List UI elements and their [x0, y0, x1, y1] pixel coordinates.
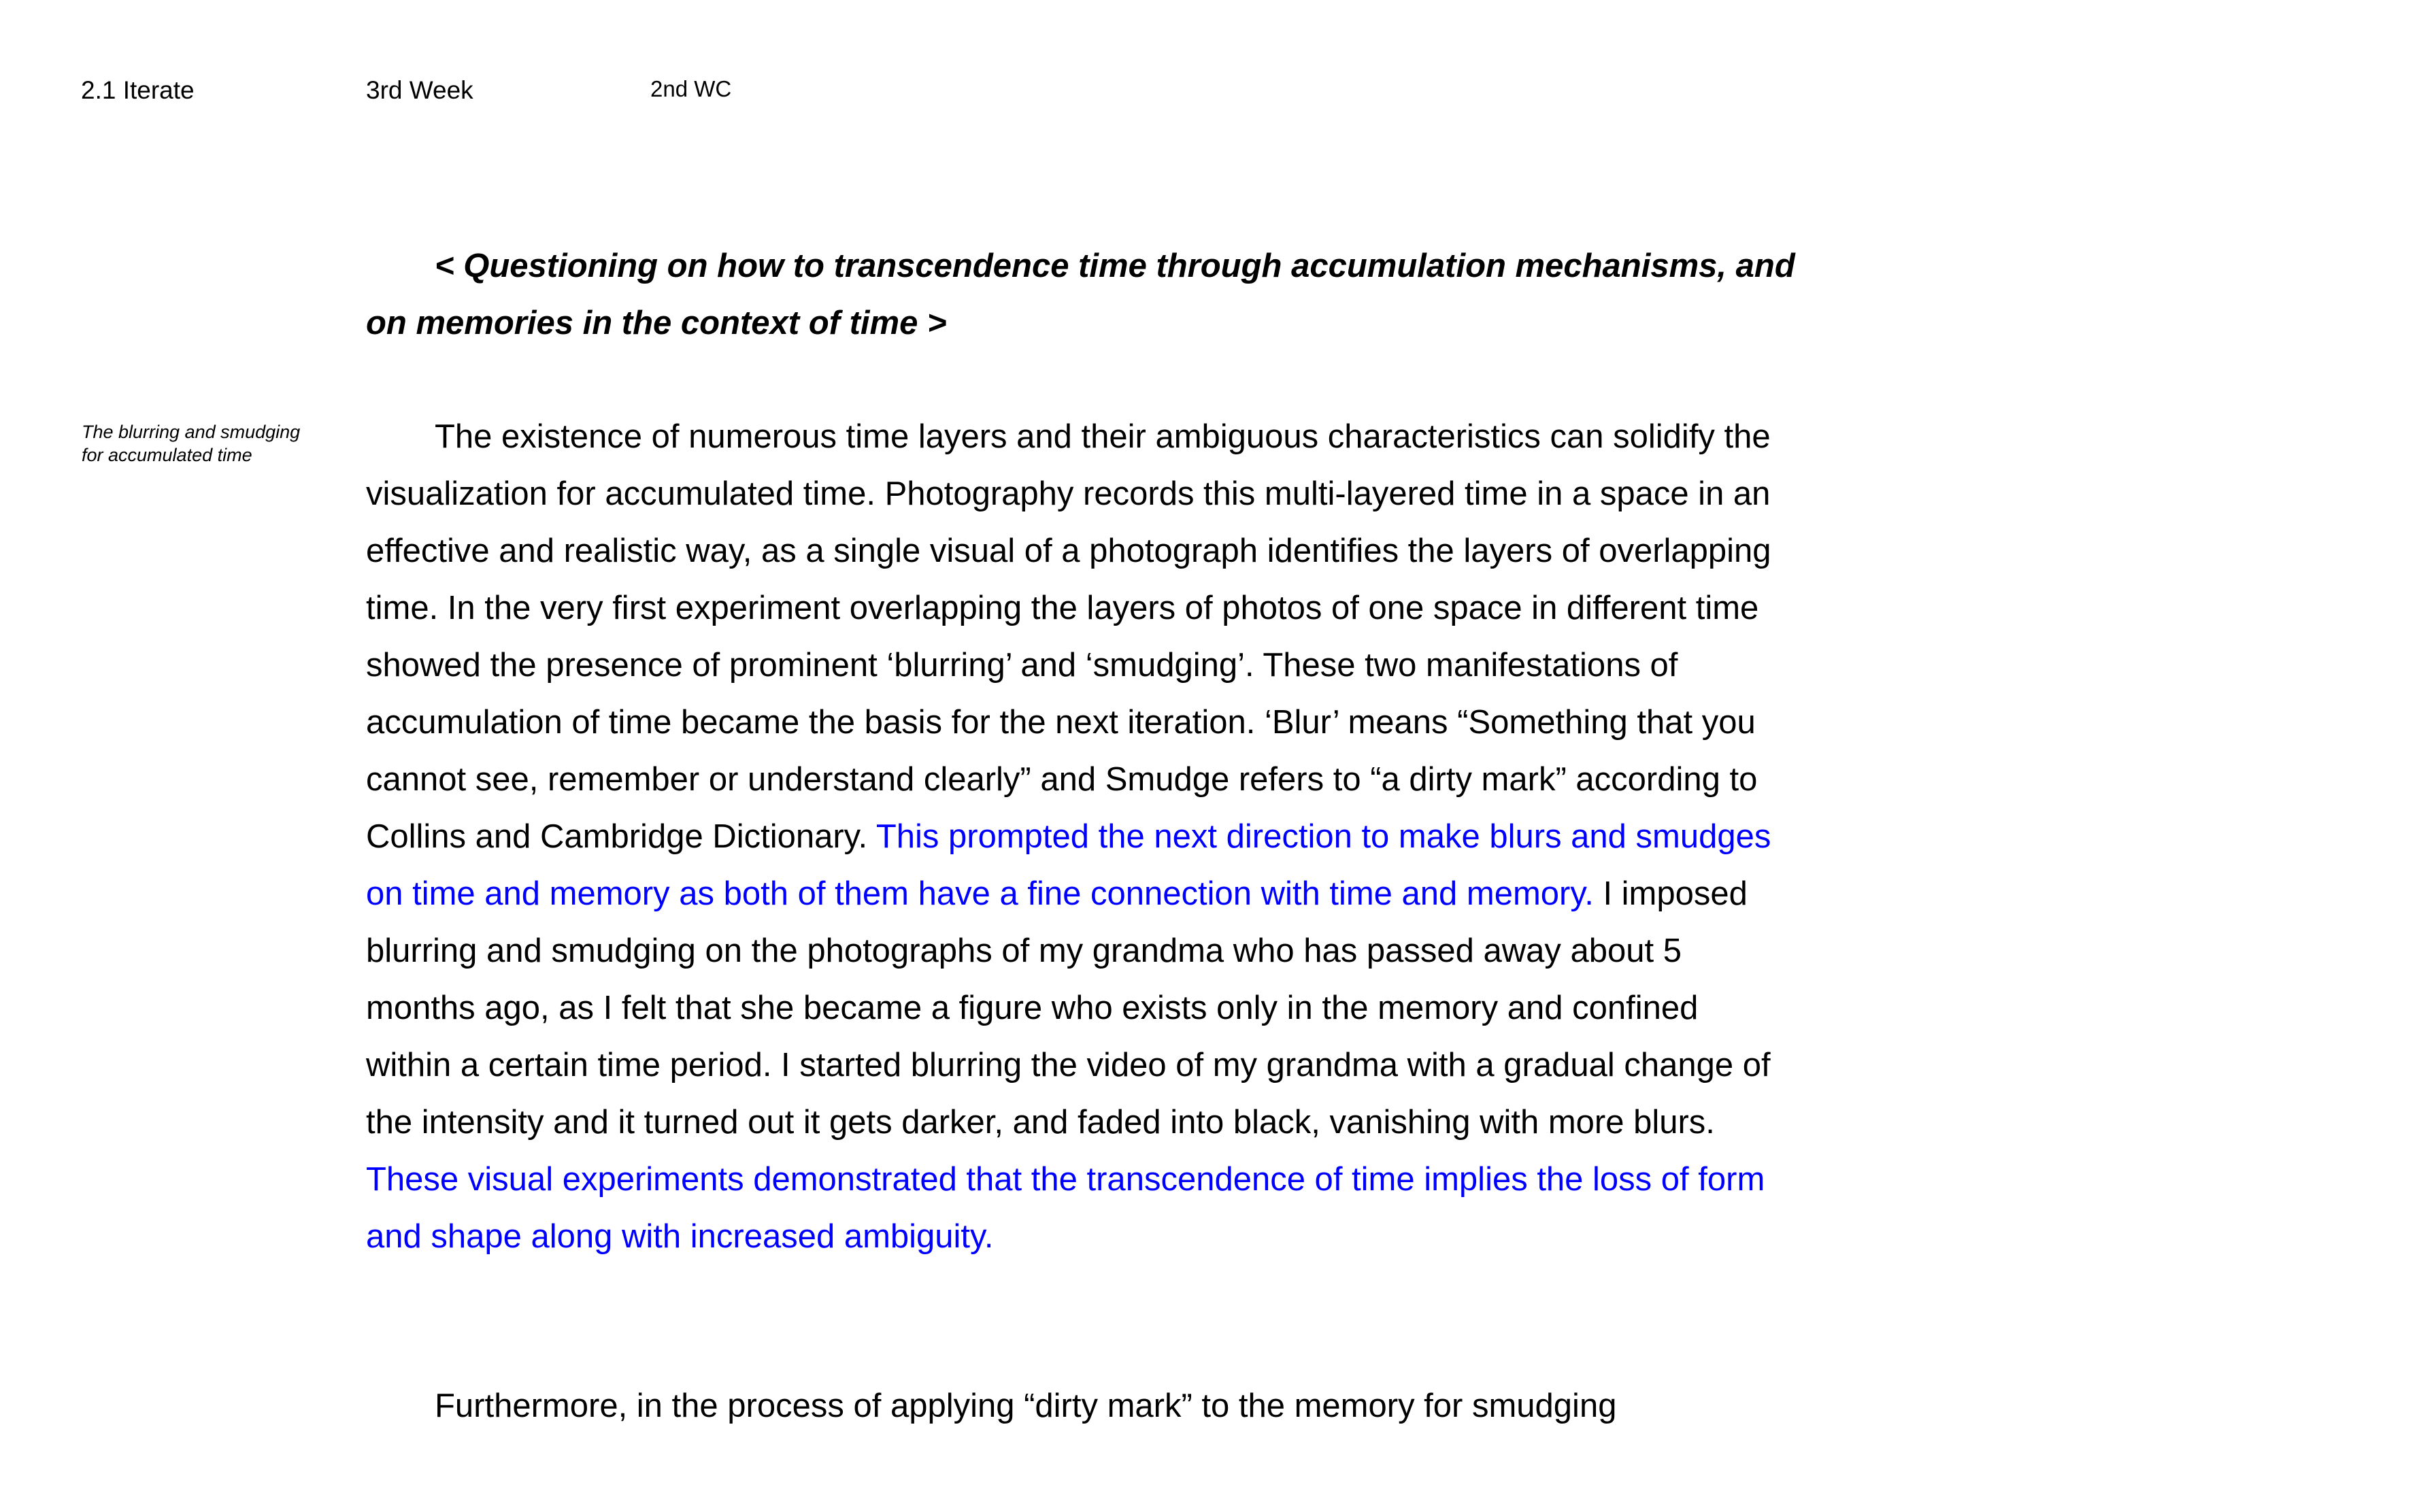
highlighted-sentence-1: This prompted the next direction to make blurs and smudges on time and memory as both of them have a fine connection with time and memory.: [366, 818, 1771, 912]
side-note-line-2: for accumulated time: [82, 445, 252, 465]
side-note-line-1: The blurring and smudging: [82, 422, 301, 442]
week-label: 3rd Week: [366, 76, 473, 104]
paragraph-1-text-b: I imposed blurring and smudging on the photographs of my grandma who has passed away about 5 months ago, as I felt that she became a figure who exists only in the memory and confined within a certain time period. I started blurring the video of my grandma with a gradual change of the intensity and it turned out it gets darker, and faded into black, vanishing with more blurs.: [366, 875, 1771, 1141]
paragraph-1-text-a: The existence of numerous time layers and their ambiguous characteristics can solidify the visualization for accumulated time. Photography records this multi-layered time in a space in an effective and realistic way, as a single visual of a photograph identifies the layers of overlapping time. In the very first experiment overlapping the layers of photos of one space in different time showed the presence of prominent ‘blurring’ and ‘smudging’. These two manifestations of accumulation of time became the basis for the next iteration. ‘Blur’ means “Something that you cannot see, remember or understand clearly” and Smudge refers to “a dirty mark” according to Collins and Cambridge Dictionary.: [366, 418, 1771, 855]
section-heading: < Questioning on how to transcendence time through accumulation mechanisms, and on memories in the context of time >: [366, 248, 1795, 341]
body-paragraph-1: [366, 408, 1788, 1265]
side-note: [82, 420, 354, 467]
wc-label: 2nd WC: [650, 76, 732, 101]
body-paragraph-2: Furthermore, in the process of applying “dirty mark” to the memory for smudging: [435, 1388, 1617, 1424]
highlighted-sentence-2: These visual experiments demonstrated that the transcendence of time implies the loss of form and shape along with increased ambiguity.: [366, 1161, 1765, 1255]
section-label: 2.1 Iterate: [81, 76, 195, 104]
